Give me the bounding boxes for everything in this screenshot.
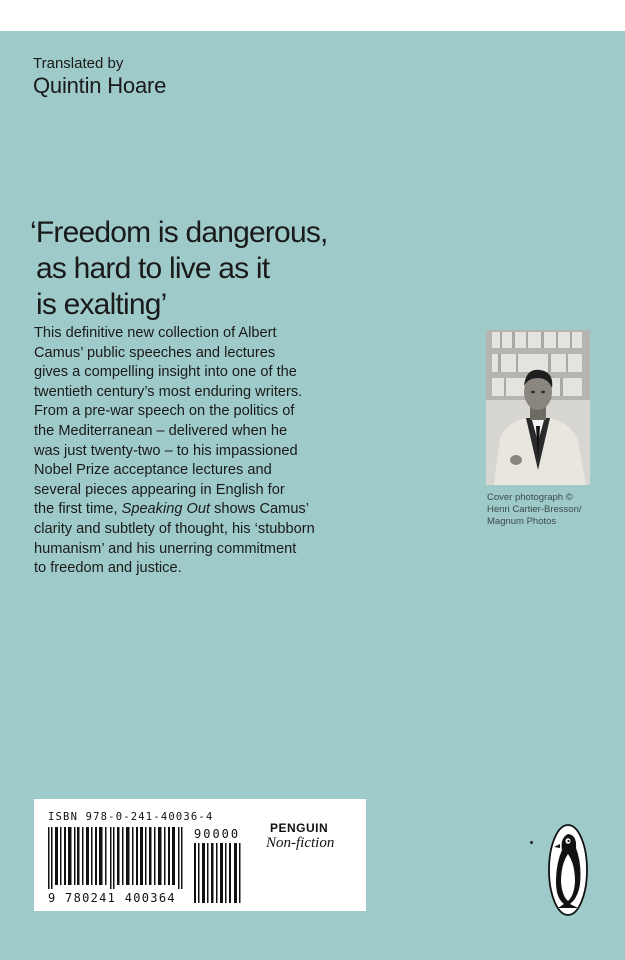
price-barcode-icon [194, 843, 244, 903]
blurb-line: several pieces appearing in English for [34, 481, 285, 498]
blurb-line: clarity and subtlety of thought, his ‘stubborn [34, 520, 315, 537]
blurb-line: Nobel Prize acceptance lectures and [34, 462, 272, 479]
blurb-line [34, 500, 414, 520]
penguin-logo-icon [548, 824, 588, 916]
publisher-name: PENGUIN [270, 821, 329, 835]
book-category: Non-fiction [266, 835, 335, 851]
dot-mark [530, 841, 533, 844]
blurb-text: the first time, [34, 501, 122, 518]
isbn-text: ISBN 978-0-241-40036-4 [48, 811, 214, 823]
caption-line: Henri Cartier-Bresson/ [487, 504, 582, 515]
book-title: Speaking Out [121, 501, 211, 518]
blurb-line: twentieth century’s most enduring writers. [34, 383, 303, 400]
caption-line: Magnum Photos [487, 516, 557, 527]
blurb-line: humanism’ and his unerring commitment [34, 540, 297, 557]
pull-quote [30, 215, 410, 323]
blurb-line: Camus’ public speeches and lectures [34, 344, 276, 361]
barcode-panel [34, 799, 366, 911]
blurb-line: to freedom and justice. [34, 560, 182, 577]
translator-name: Quintin Hoare [33, 73, 167, 98]
barcode-icon [48, 827, 188, 889]
pull-quote-line: ‘Freedom is dangerous, [30, 216, 328, 249]
photo-caption [487, 492, 607, 528]
blurb-line: the Mediterranean – delivered when he [34, 422, 288, 439]
translated-by-label: Translated by [33, 55, 124, 72]
pull-quote-line: as hard to live as it [36, 252, 270, 285]
author-photo-image [486, 330, 590, 485]
author-photo [486, 330, 590, 485]
barcode-digits: 9 780241 400364 [48, 891, 176, 905]
blurb [34, 324, 414, 579]
price-code: 90000 [194, 827, 241, 841]
caption-line: Cover photograph © [487, 492, 573, 503]
blurb-line: was just twenty-two – to his impassioned [34, 442, 298, 459]
pull-quote-line: is exalting’ [36, 288, 167, 321]
blurb-line: gives a compelling insight into one of the [34, 364, 297, 381]
blurb-text: shows Camus’ [210, 501, 309, 518]
blurb-line: This definitive new collection of Albert [34, 325, 277, 341]
blurb-line: From a pre-war speech on the politics of [34, 403, 295, 420]
